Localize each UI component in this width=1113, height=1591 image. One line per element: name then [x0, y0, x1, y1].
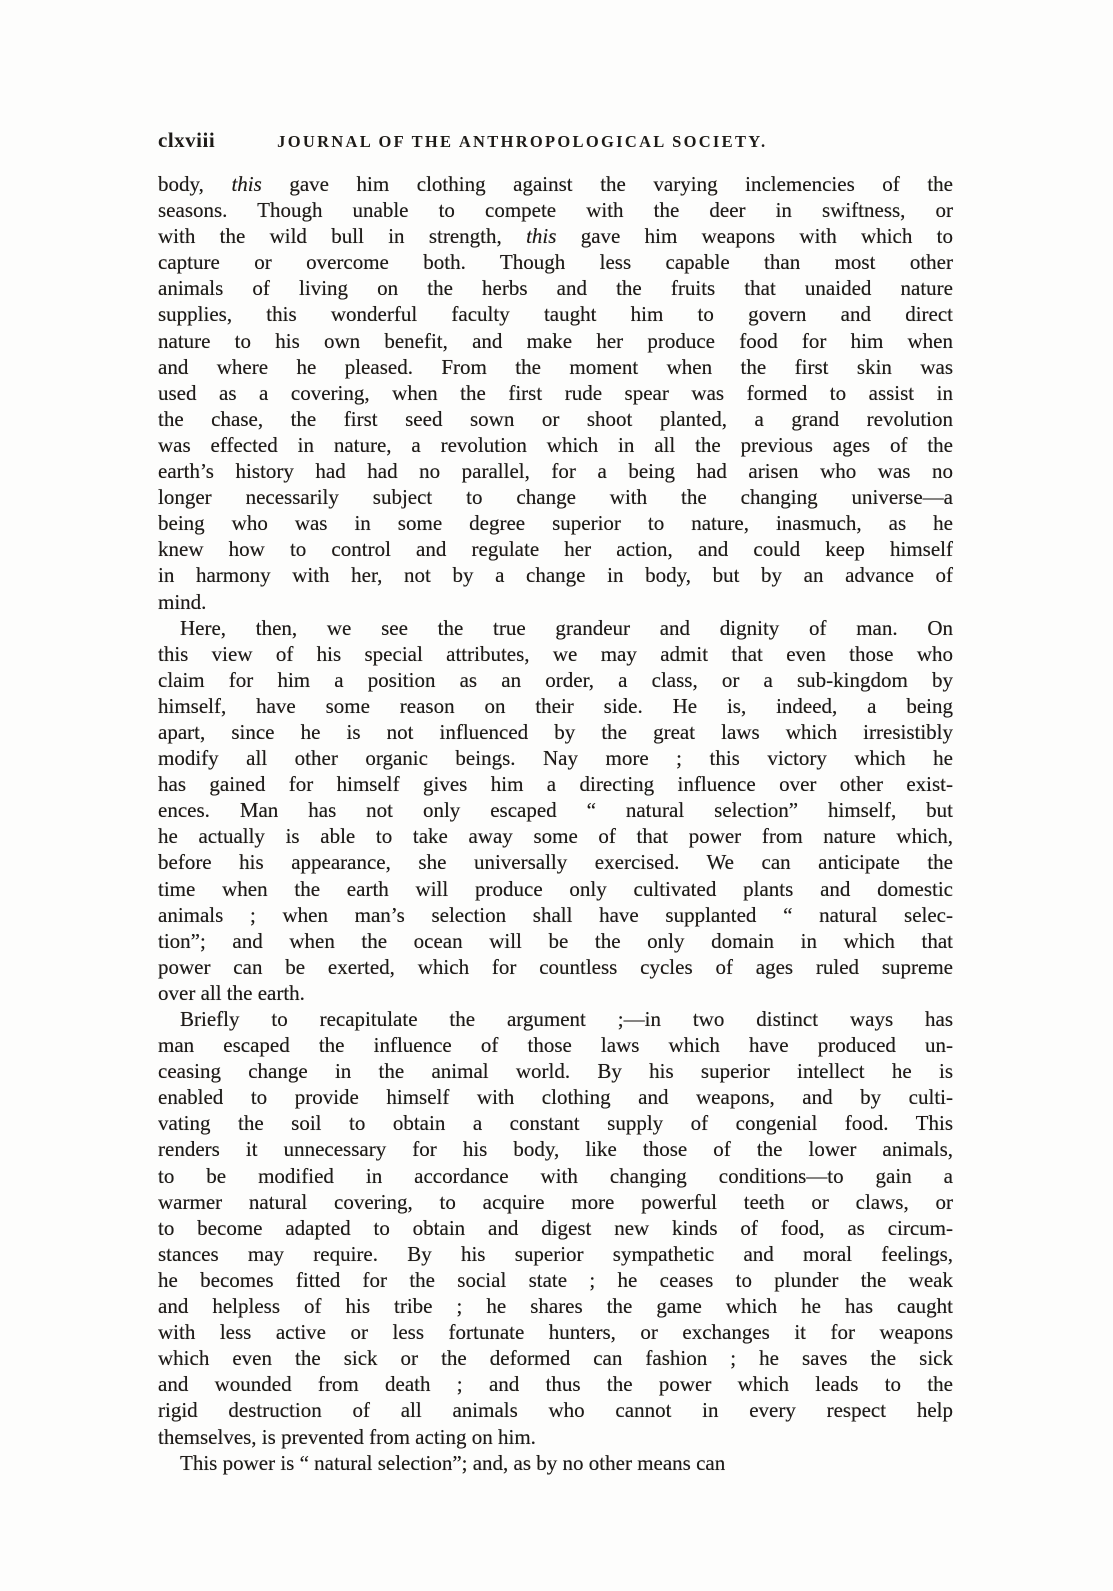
text-line: stances may require. By his superior sympathetic and moral feelings, [158, 1241, 953, 1266]
text-line: over all the earth. [158, 980, 305, 1005]
text-line: and where he pleased. From the moment when the first skin was [158, 354, 953, 379]
text-line: earth’s history had had no parallel, for a being had arisen who was no [158, 459, 953, 484]
text-line: has gained for himself gives him a directing influence over other exist- [158, 772, 953, 797]
text-line: he actually is able to take away some of that power from nature which, [158, 824, 953, 849]
page-number: clxviii [158, 128, 216, 152]
text-line: tion”; and when the ocean will be the only domain in which that [158, 928, 953, 953]
text-line: ences. Man has not only escaped “ natural selection” himself, but [158, 798, 953, 823]
text-line: with less active or less fortunate hunters, or exchanges it for weapons [158, 1320, 953, 1345]
text-line: he becomes fitted for the social state ; he ceases to plunder the weak [158, 1267, 953, 1292]
text-line: warmer natural covering, to acquire more powerful teeth or claws, or [158, 1189, 953, 1214]
text-line: This power is “ natural selection”; and, as by no other means can [180, 1450, 726, 1475]
text-line: capture or overcome both. Though less capable than most other [158, 250, 953, 275]
text-line: vating the soil to obtain a constant supply of congenial food. This [158, 1111, 953, 1136]
text-line: man escaped the influence of those laws which have produced un- [158, 1033, 953, 1058]
text-line: animals ; when man’s selection shall have supplanted “ natural selec- [158, 902, 953, 927]
text-line: seasons. Though unable to compete with the deer in swiftness, or [158, 198, 953, 223]
text-line: before his appearance, she universally exercised. We can anticipate the [158, 850, 953, 875]
text-line: which even the sick or the deformed can fashion ; he saves the sick [158, 1346, 953, 1371]
running-header [158, 128, 953, 153]
text-line: and wounded from death ; and thus the power which leads to the [158, 1372, 953, 1397]
text-line: to become adapted to obtain and digest new kinds of food, as circum- [158, 1215, 953, 1240]
text-line: modify all other organic beings. Nay more ; this victory which he [158, 746, 953, 771]
text-line: ceasing change in the animal world. By his superior intellect he is [158, 1059, 953, 1084]
text-line: rigid destruction of all animals who cannot in every respect help [158, 1398, 953, 1423]
text-line: body, this gave him clothing against the varying inclemencies of the [158, 172, 954, 196]
text-line: Briefly to recapitulate the argument ;—in two distinct ways has [180, 1007, 953, 1031]
journal-title: JOURNAL OF THE ANTHROPOLOGICAL SOCIETY. [277, 132, 768, 151]
text-line: was effected in nature, a revolution which in all the previous ages of the [158, 432, 953, 457]
text-line: apart, since he is not influenced by the great laws which irresistibly [158, 719, 953, 744]
text-line: longer necessarily subject to change with the changing universe—a [158, 485, 953, 510]
text-line: themselves, is prevented from acting on him. [158, 1424, 536, 1449]
text-line: enabled to provide himself with clothing and weapons, and by culti- [158, 1085, 953, 1110]
text-line: in harmony with her, not by a change in body, but by an advance of [158, 563, 953, 588]
text-line: claim for him a position as an order, a class, or a sub-kingdom by [158, 667, 953, 692]
text-line: being who was in some degree superior to nature, inasmuch, as he [158, 511, 953, 536]
text-line: with the wild bull in strength, this gave him weapons with which to [158, 224, 954, 249]
text-line: knew how to control and regulate her action, and could keep himself [158, 537, 953, 562]
text-line: Here, then, we see the true grandeur and dignity of man. On [180, 615, 953, 640]
text-line: power can be exerted, which for countless cycles of ages ruled supreme [158, 954, 953, 979]
text-line: and helpless of his tribe ; he shares the game which he has caught [158, 1294, 953, 1319]
text-line: animals of living on the herbs and the fruits that unaided nature [158, 276, 953, 301]
text-line: nature to his own benefit, and make her produce food for him when [158, 328, 953, 353]
page-body [158, 171, 953, 1476]
text-line: mind. [158, 589, 207, 614]
text-line: used as a covering, when the first rude spear was formed to assist in [158, 380, 953, 405]
text-line: time when the earth will produce only cultivated plants and domestic [158, 876, 953, 901]
text-line: the chase, the first seed sown or shoot planted, a grand revolution [158, 406, 953, 431]
text-line: himself, have some reason on their side. He is, indeed, a being [158, 693, 953, 718]
text-line: supplies, this wonderful faculty taught him to govern and direct [158, 302, 953, 327]
text-line: this view of his special attributes, we may admit that even those who [158, 641, 953, 666]
text-line: to be modified in accordance with changing conditions—to gain a [158, 1163, 953, 1188]
text-line: renders it unnecessary for his body, like those of the lower animals, [158, 1137, 953, 1162]
